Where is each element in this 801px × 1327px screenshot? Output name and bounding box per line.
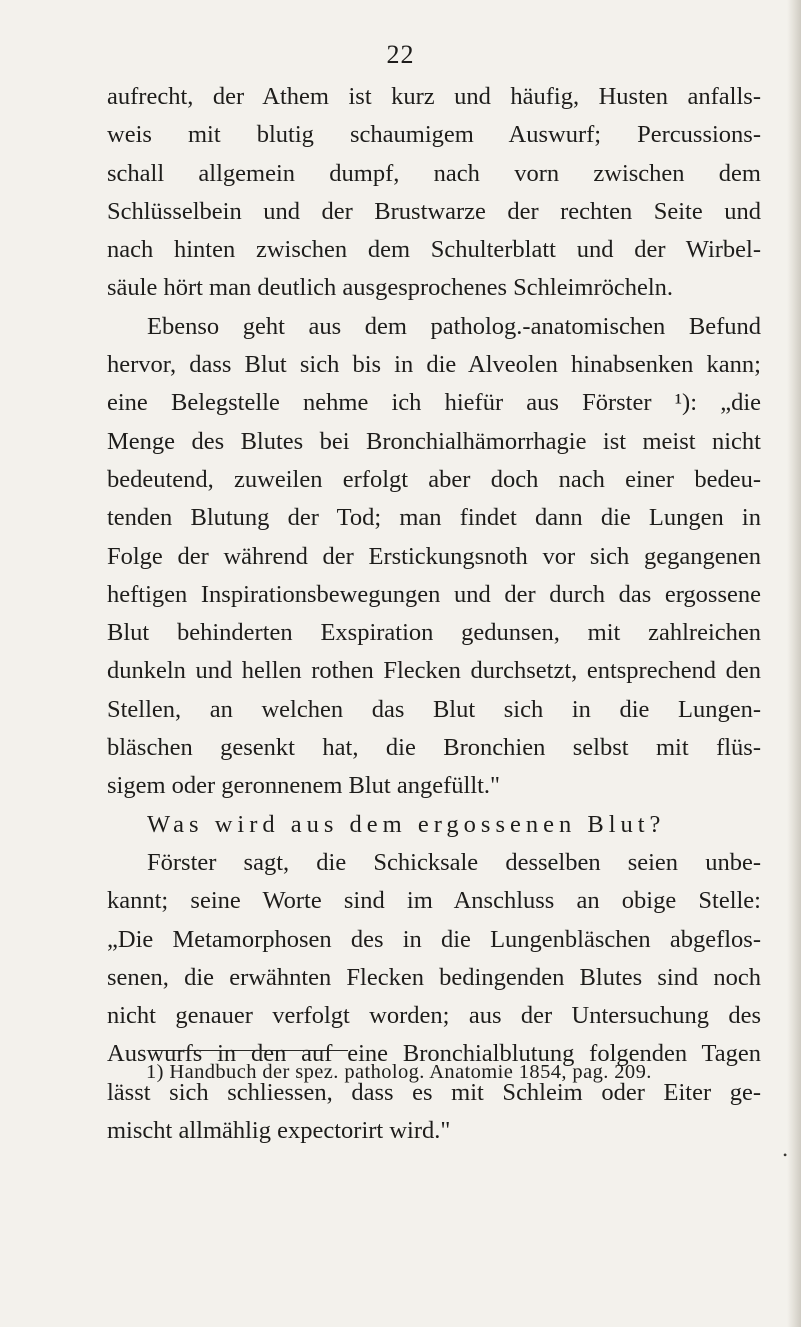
text-line: schall allgemein dumpf, nach vorn zwischen dem bbox=[107, 159, 761, 187]
text-line: „Die Metamorphosen des in die Lungenbläschen abgeflos- bbox=[107, 925, 761, 953]
footnote: 1) Handbuch der spez. patholog. Anatomie 1854, pag. 209. bbox=[146, 1061, 652, 1083]
text-line: nach hinten zwischen dem Schulterblatt und der Wirbel- bbox=[107, 236, 761, 264]
text-line: eine Belegstelle nehme ich hiefür aus Förster ¹): „die bbox=[107, 389, 761, 417]
page-edge-shadow bbox=[787, 0, 801, 1327]
footnote-divider bbox=[152, 1050, 348, 1051]
text-line: heftigen Inspirationsbewegungen und der durch das ergossene bbox=[107, 580, 761, 608]
text-line: hervor, dass Blut sich bis in die Alveolen hinabsenken kann; bbox=[107, 351, 761, 379]
text-line: Auswurfs in den auf eine Bronchialblutung folgenden Tagen bbox=[107, 1040, 761, 1068]
text-line: kannt; seine Worte sind im Anschluss an obige Stelle: bbox=[107, 887, 761, 915]
text-line: Menge des Blutes bei Bronchialhämorrhagie ist meist nicht bbox=[107, 427, 761, 455]
text-line: aufrecht, der Athem ist kurz und häufig, Husten anfalls- bbox=[107, 83, 761, 110]
text-line: weis mit blutig schaumigem Auswurf; Percussions- bbox=[107, 121, 761, 149]
text-line: tenden Blutung der Tod; man findet dann die Lungen in bbox=[107, 504, 761, 532]
section-heading: Was wird aus dem ergossenen Blut? bbox=[147, 810, 666, 838]
text-line: Stellen, an welchen das Blut sich in die Lungen- bbox=[107, 695, 761, 723]
text-line: Schlüsselbein und der Brustwarze der rechten Seite und bbox=[107, 197, 761, 225]
text-line: mischt allmählig expectorirt wird." bbox=[107, 1117, 451, 1145]
text-line: Folge der während der Erstickungsnoth vor sich gegangenen bbox=[107, 542, 761, 570]
text-line: lässt sich schliessen, dass es mit Schleim oder Eiter ge- bbox=[107, 1078, 761, 1106]
text-line: bläschen gesenkt hat, die Bronchien selbst mit flüs- bbox=[107, 734, 761, 762]
text-line: sigem oder geronnenem Blut angefüllt." bbox=[107, 772, 501, 800]
page-number: 22 bbox=[386, 40, 415, 69]
body-text bbox=[107, 78, 761, 1150]
text-line: senen, die erwähnten Flecken bedingenden Blutes sind noch bbox=[107, 963, 761, 991]
text-line: säule hört man deutlich ausgesprochenes Schleimröcheln. bbox=[107, 274, 674, 302]
text-line: nicht genauer verfolgt worden; aus der Untersuchung des bbox=[107, 1002, 761, 1030]
text-line: bedeutend, zuweilen erfolgt aber doch nach einer bedeu- bbox=[107, 465, 761, 493]
text-line: Blut behinderten Exspiration gedunsen, mit zahlreichen bbox=[107, 619, 761, 647]
text-line: dunkeln und hellen rothen Flecken durchsetzt, entsprechend den bbox=[107, 657, 761, 685]
edge-mark: • bbox=[783, 1148, 788, 1162]
paragraph-start-line: Ebenso geht aus dem patholog.-anatomischen Befund bbox=[147, 312, 761, 340]
paragraph-start-line: Förster sagt, die Schicksale desselben seien unbe- bbox=[147, 848, 761, 876]
